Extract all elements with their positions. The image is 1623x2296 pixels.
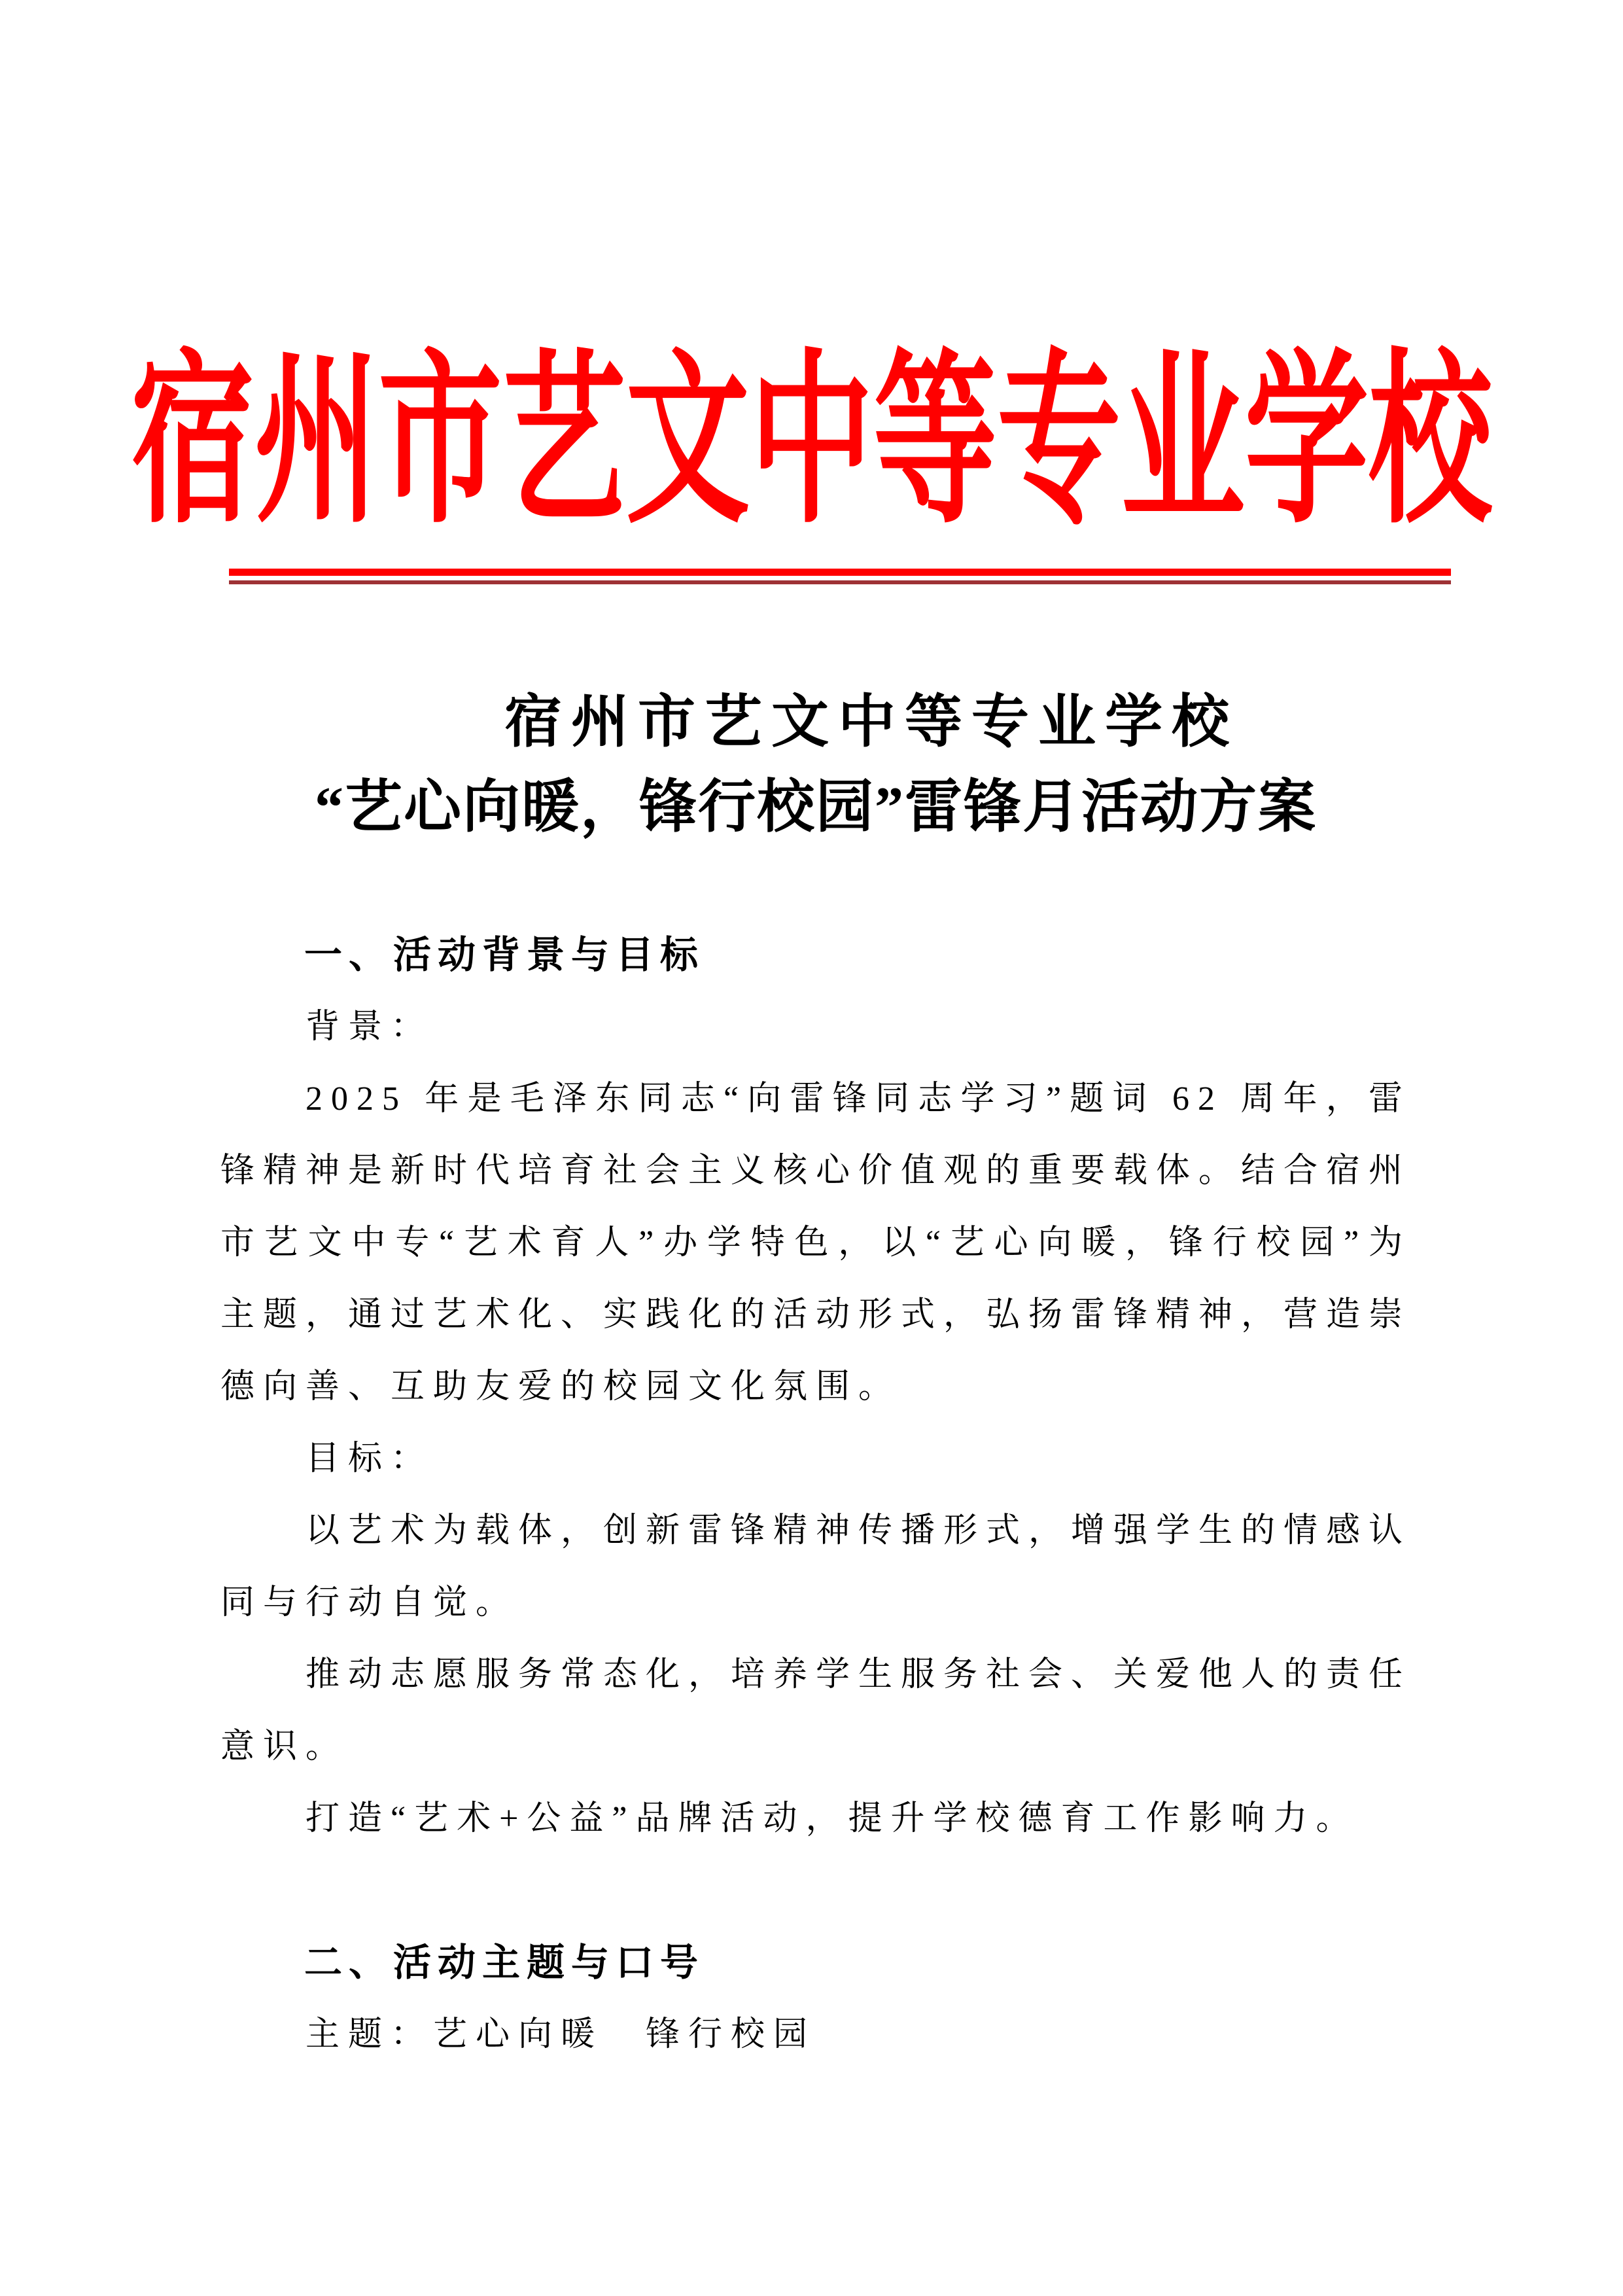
paragraph-goal-3: 打造“艺术+公益”品牌活动，提升学校德育工作影响力。: [305, 1800, 1359, 1837]
document-body: [220, 919, 1411, 2071]
paragraph-goal-label: 目标：: [305, 1440, 434, 1477]
separator-thin-line: [229, 580, 1451, 584]
section-1-heading: 一、活动背景与目标: [304, 934, 705, 976]
letterhead-separator: [229, 569, 1451, 584]
paragraph-goal-1: 以艺术为载体，创新雷锋精神传播形式，增强学生的情感认同与行动自觉。: [220, 1512, 1412, 1621]
paragraph-background-label: 背景：: [305, 1008, 434, 1046]
school-name-letterhead: 宿州市艺文中等专业学校: [130, 338, 1493, 545]
letterhead: [0, 337, 1623, 546]
document-title-line-2: “艺心向暖，锋行校园”雷锋月活动方案: [314, 776, 1317, 839]
blank-line: [220, 1855, 1411, 1927]
document-title: [220, 680, 1411, 851]
paragraph-goal-2: 推动志愿服务常态化，培养学生服务社会、关爱他人的责任意识。: [220, 1656, 1412, 1765]
document-title-line-1: 宿州市艺文中等专业学校: [504, 691, 1238, 754]
paragraph-background-text: 2025 年是毛泽东同志“向雷锋同志学习”题词 62 周年，雷锋精神是新时代培育社会主义核心价值观的重要载体。结合宿州市艺文中专“艺术育人”办学特色，以“艺心向暖，锋行校园”为主题，通过艺术化、实践化的活动形式，弘扬雷锋精神，营造崇德向善、互助友爱的校园文化氛围。: [220, 1080, 1412, 1405]
paragraph-theme: 主题：艺心向暖 锋行校园: [305, 2016, 816, 2053]
section-2-heading: 二、活动主题与口号: [304, 1941, 705, 1984]
separator-thick-line: [229, 569, 1451, 576]
